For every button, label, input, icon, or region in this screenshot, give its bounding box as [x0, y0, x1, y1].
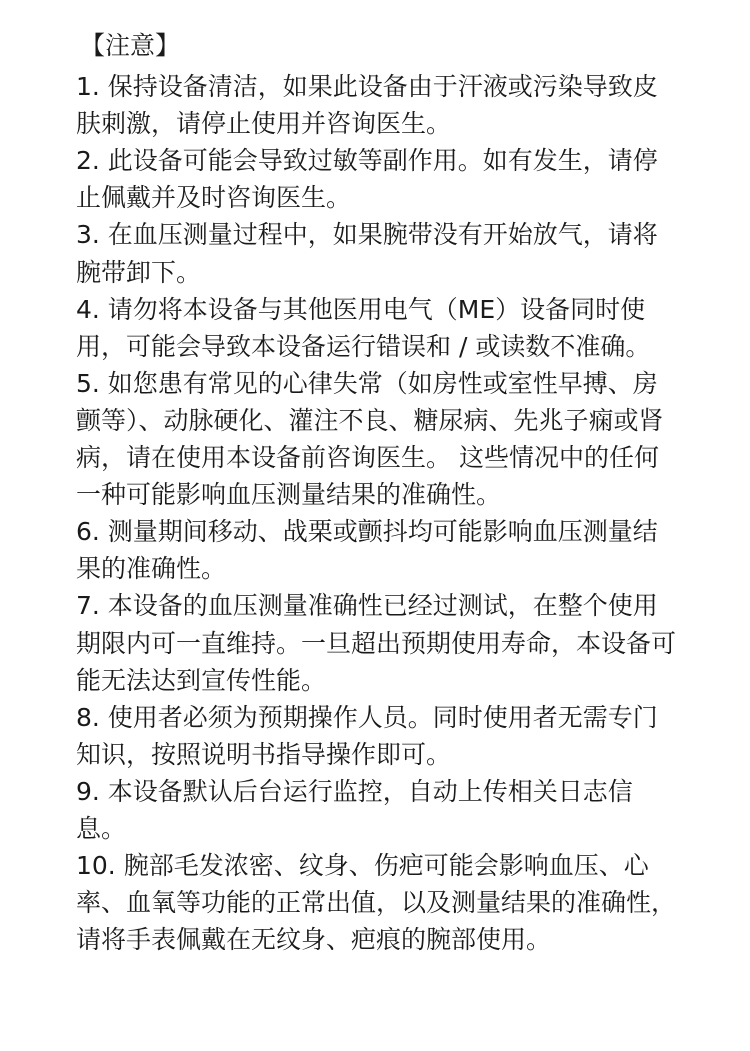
notice-item-2: 2. 此设备可能会导致过敏等副作用。如有发生，请停止佩戴并及时咨询医生。: [76, 146, 658, 213]
notice-heading: 【注意】: [80, 31, 181, 60]
notice-item-3: 3. 在血压测量过程中，如果腕带没有开始放气，请将腕带卸下。: [76, 220, 658, 287]
notice-item-9: 9. 本设备默认后台运行监控，自动上传相关日志信息。: [76, 776, 633, 843]
notice-item-7: 7. 本设备的血压测量准确性已经过测试，在整个使用期限内可一直维持。一旦超出预期使用寿命，本设备可能无法达到宣传性能。: [76, 591, 677, 695]
notice-list: [76, 68, 682, 958]
notice-item-8: 8. 使用者必须为预期操作人员。同时使用者无需专门知识，按照说明书指导操作即可。: [76, 702, 658, 769]
notice-item-5: 5. 如您患有常见的心律失常（如房性或室性早搏、房颤等）、动脉硬化、灌注不良、糖尿病、先兆子痫或肾病，请在使用本设备前咨询医生。 这些情况中的任何一种可能影响血压测量结果的准确性。: [76, 368, 664, 510]
notice-item-4: 4. 请勿将本设备与其他医用电气（ME）设备同时使用，可能会导致本设备运行错误和 / 或读数不准确。: [76, 294, 651, 361]
notice-item-10: 10. 腕部毛发浓密、纹身、伤疤可能会影响血压、心率、血氧等功能的正常出值，以及测量结果的准确性，请将手表佩戴在无纹身、疤痕的腕部使用。: [76, 851, 677, 955]
notice-item-1: 1. 保持设备清洁，如果此设备由于汗液或污染导致皮肤刺激，请停止使用并咨询医生。: [76, 72, 658, 139]
notice-item-6: 6. 测量期间移动、战栗或颤抖均可能影响血压测量结果的准确性。: [76, 517, 658, 584]
